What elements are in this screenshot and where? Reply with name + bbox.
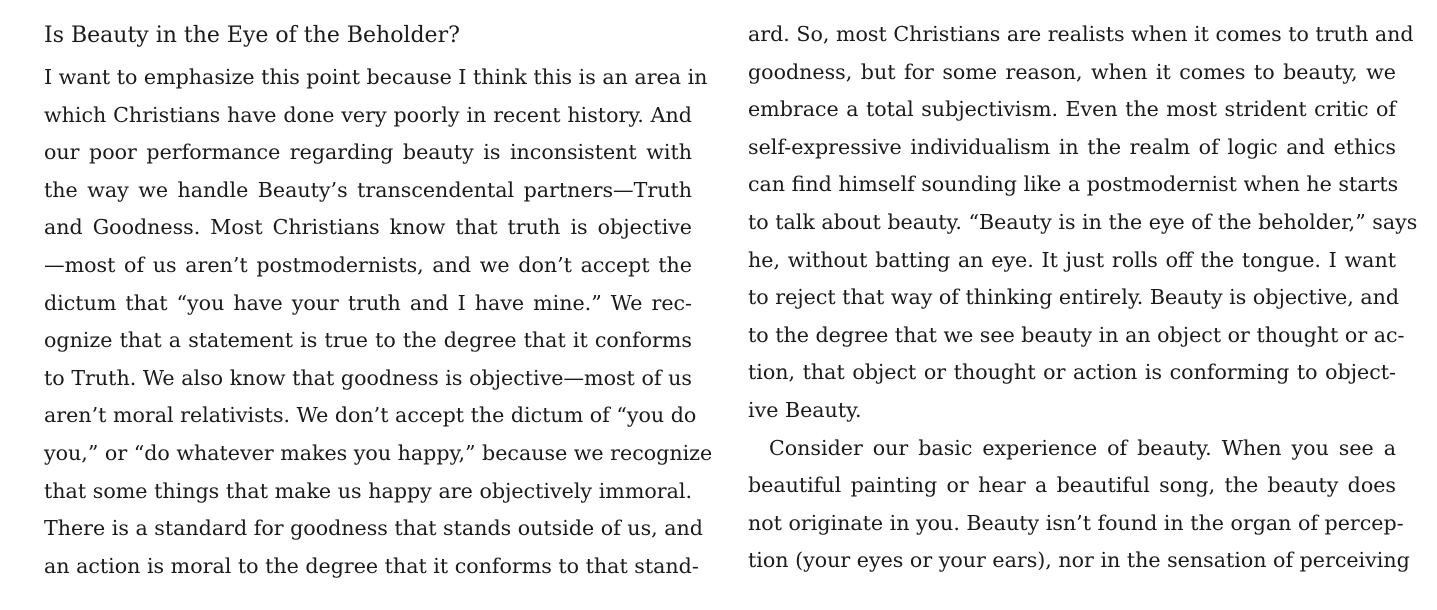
text-line: ive Beauty.	[748, 397, 862, 422]
text-line: to Truth. We also know that goodness is objective—most of us	[44, 365, 692, 390]
text-line: can find himself sounding like a postmodernist when he starts	[748, 172, 1399, 197]
text-line: beautiful painting or hear a beautiful song, the beauty does	[748, 473, 1396, 498]
text-line: and Goodness. Most Christians know that truth is objective	[44, 215, 692, 240]
text-line: —most of us aren’t postmodernists, and we don’t accept the	[44, 252, 692, 277]
text-line: Consider our basic experience of beauty. When you see a	[769, 435, 1396, 460]
text-line: an action is moral to the degree that it conforms to that stand-	[44, 553, 699, 578]
text-line: I want to emphasize this point because I think this is an area in	[44, 65, 708, 89]
section-heading: Is Beauty in the Eye of the Beholder?	[44, 23, 460, 48]
text-line: tion, that object or thought or action is conforming to object-	[748, 360, 1396, 385]
text-line: tion (your eyes or your ears), nor in the sensation of perceiving	[748, 548, 1410, 573]
text-line: ard. So, most Christians are realists when it comes to truth and	[748, 22, 1414, 46]
paragraph	[748, 430, 1410, 580]
text-line: the way we handle Beauty’s transcendental partners—Truth	[44, 177, 692, 202]
text-line: embrace a total subjectivism. Even the most strident critic of	[748, 97, 1396, 122]
text-line: dictum that “you have your truth and I have mine.” We rec-	[44, 290, 692, 315]
paragraph	[44, 59, 713, 585]
text-line: ognize that a statement is true to the degree that it conforms	[44, 328, 692, 353]
text-line: aren’t moral relativists. We don’t accept the dictum of “you do	[44, 403, 697, 428]
right-column	[748, 16, 1418, 580]
text-line: There is a standard for goodness that stands outside of us, and	[44, 516, 703, 541]
left-column	[44, 16, 713, 585]
text-line: you,” or “do whatever makes you happy,” because we recognize	[44, 440, 713, 465]
text-line: to reject that way of thinking entirely. Beauty is objective, and	[748, 285, 1400, 310]
text-line: he, without batting an eye. It just rolls off the tongue. I want	[748, 247, 1396, 272]
text-line: that some things that make us happy are objectively immoral.	[44, 478, 692, 503]
text-line: which Christians have done very poorly in recent history. And	[44, 102, 692, 127]
text-line: not originate in you. Beauty isn’t found in the organ of percep-	[748, 510, 1404, 535]
text-line: goodness, but for some reason, when it comes to beauty, we	[748, 59, 1396, 84]
paragraph	[748, 16, 1418, 430]
text-line: to talk about beauty. “Beauty is in the eye of the beholder,” says	[748, 209, 1418, 234]
text-line: our poor performance regarding beauty is inconsistent with	[44, 140, 692, 165]
text-line: to the degree that we see beauty in an object or thought or ac-	[748, 322, 1405, 347]
text-line: self-expressive individualism in the realm of logic and ethics	[748, 134, 1396, 159]
